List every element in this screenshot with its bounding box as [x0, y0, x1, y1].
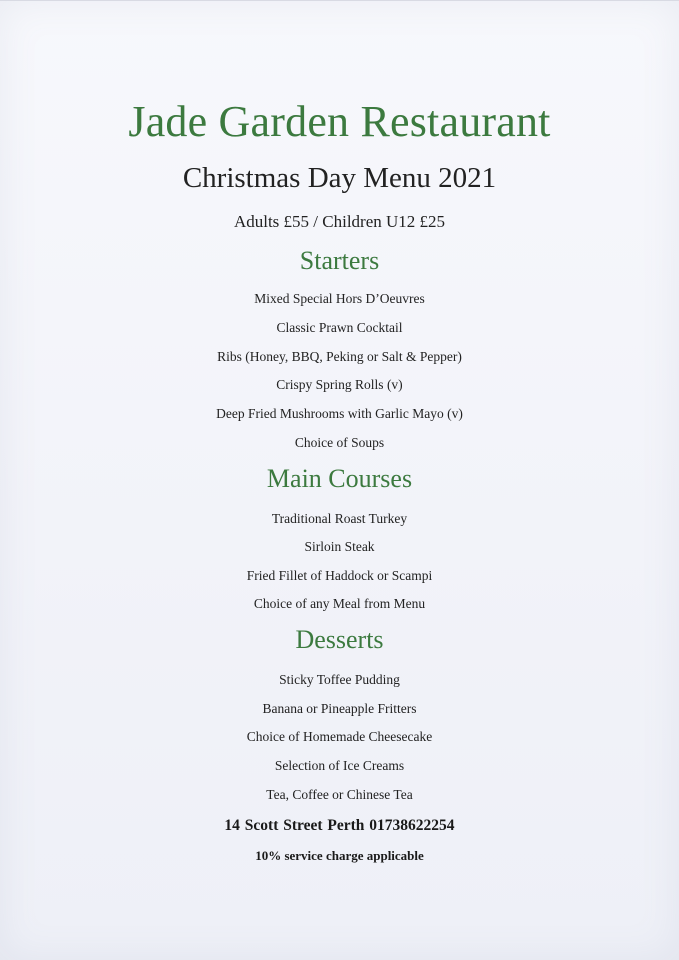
- menu-item: Selection of Ice Creams: [274, 758, 405, 773]
- restaurant-name: Jade Garden Restaurant: [128, 97, 551, 146]
- menu-prices: Adults £55 / Children U12 £25: [233, 212, 446, 231]
- menu-title: Christmas Day Menu 2021: [182, 162, 497, 194]
- menu-item: Choice of any Meal from Menu: [253, 596, 426, 611]
- menu-item: Deep Fried Mushrooms with Garlic Mayo (v): [216, 406, 463, 421]
- menu-item: Ribs (Honey, BBQ, Peking or Salt & Pepper): [217, 349, 462, 364]
- service-charge-note: 10% service charge applicable: [255, 848, 424, 863]
- section-heading-main-courses: Main Courses: [266, 464, 413, 493]
- menu-item: Sirloin Steak: [304, 539, 375, 554]
- menu-item: Choice of Soups: [294, 435, 385, 450]
- menu-item: Classic Prawn Cocktail: [276, 320, 403, 335]
- menu-item: Traditional Roast Turkey: [271, 511, 408, 526]
- section-heading-desserts: Desserts: [295, 625, 384, 654]
- menu-item: Sticky Toffee Pudding: [279, 672, 400, 687]
- menu-item: Choice of Homemade Cheesecake: [246, 729, 433, 744]
- menu-item: Banana or Pineapple Fritters: [262, 701, 417, 716]
- restaurant-address-phone: 14 Scott Street Perth 01738622254: [224, 817, 455, 834]
- menu-item: Crispy Spring Rolls (v): [276, 377, 403, 392]
- page-edge: [0, 0, 679, 1]
- menu-item: Tea, Coffee or Chinese Tea: [266, 787, 413, 802]
- section-heading-starters: Starters: [299, 246, 380, 275]
- menu-item: Mixed Special Hors D’Oeuvres: [254, 291, 425, 306]
- menu-item: Fried Fillet of Haddock or Scampi: [246, 568, 433, 583]
